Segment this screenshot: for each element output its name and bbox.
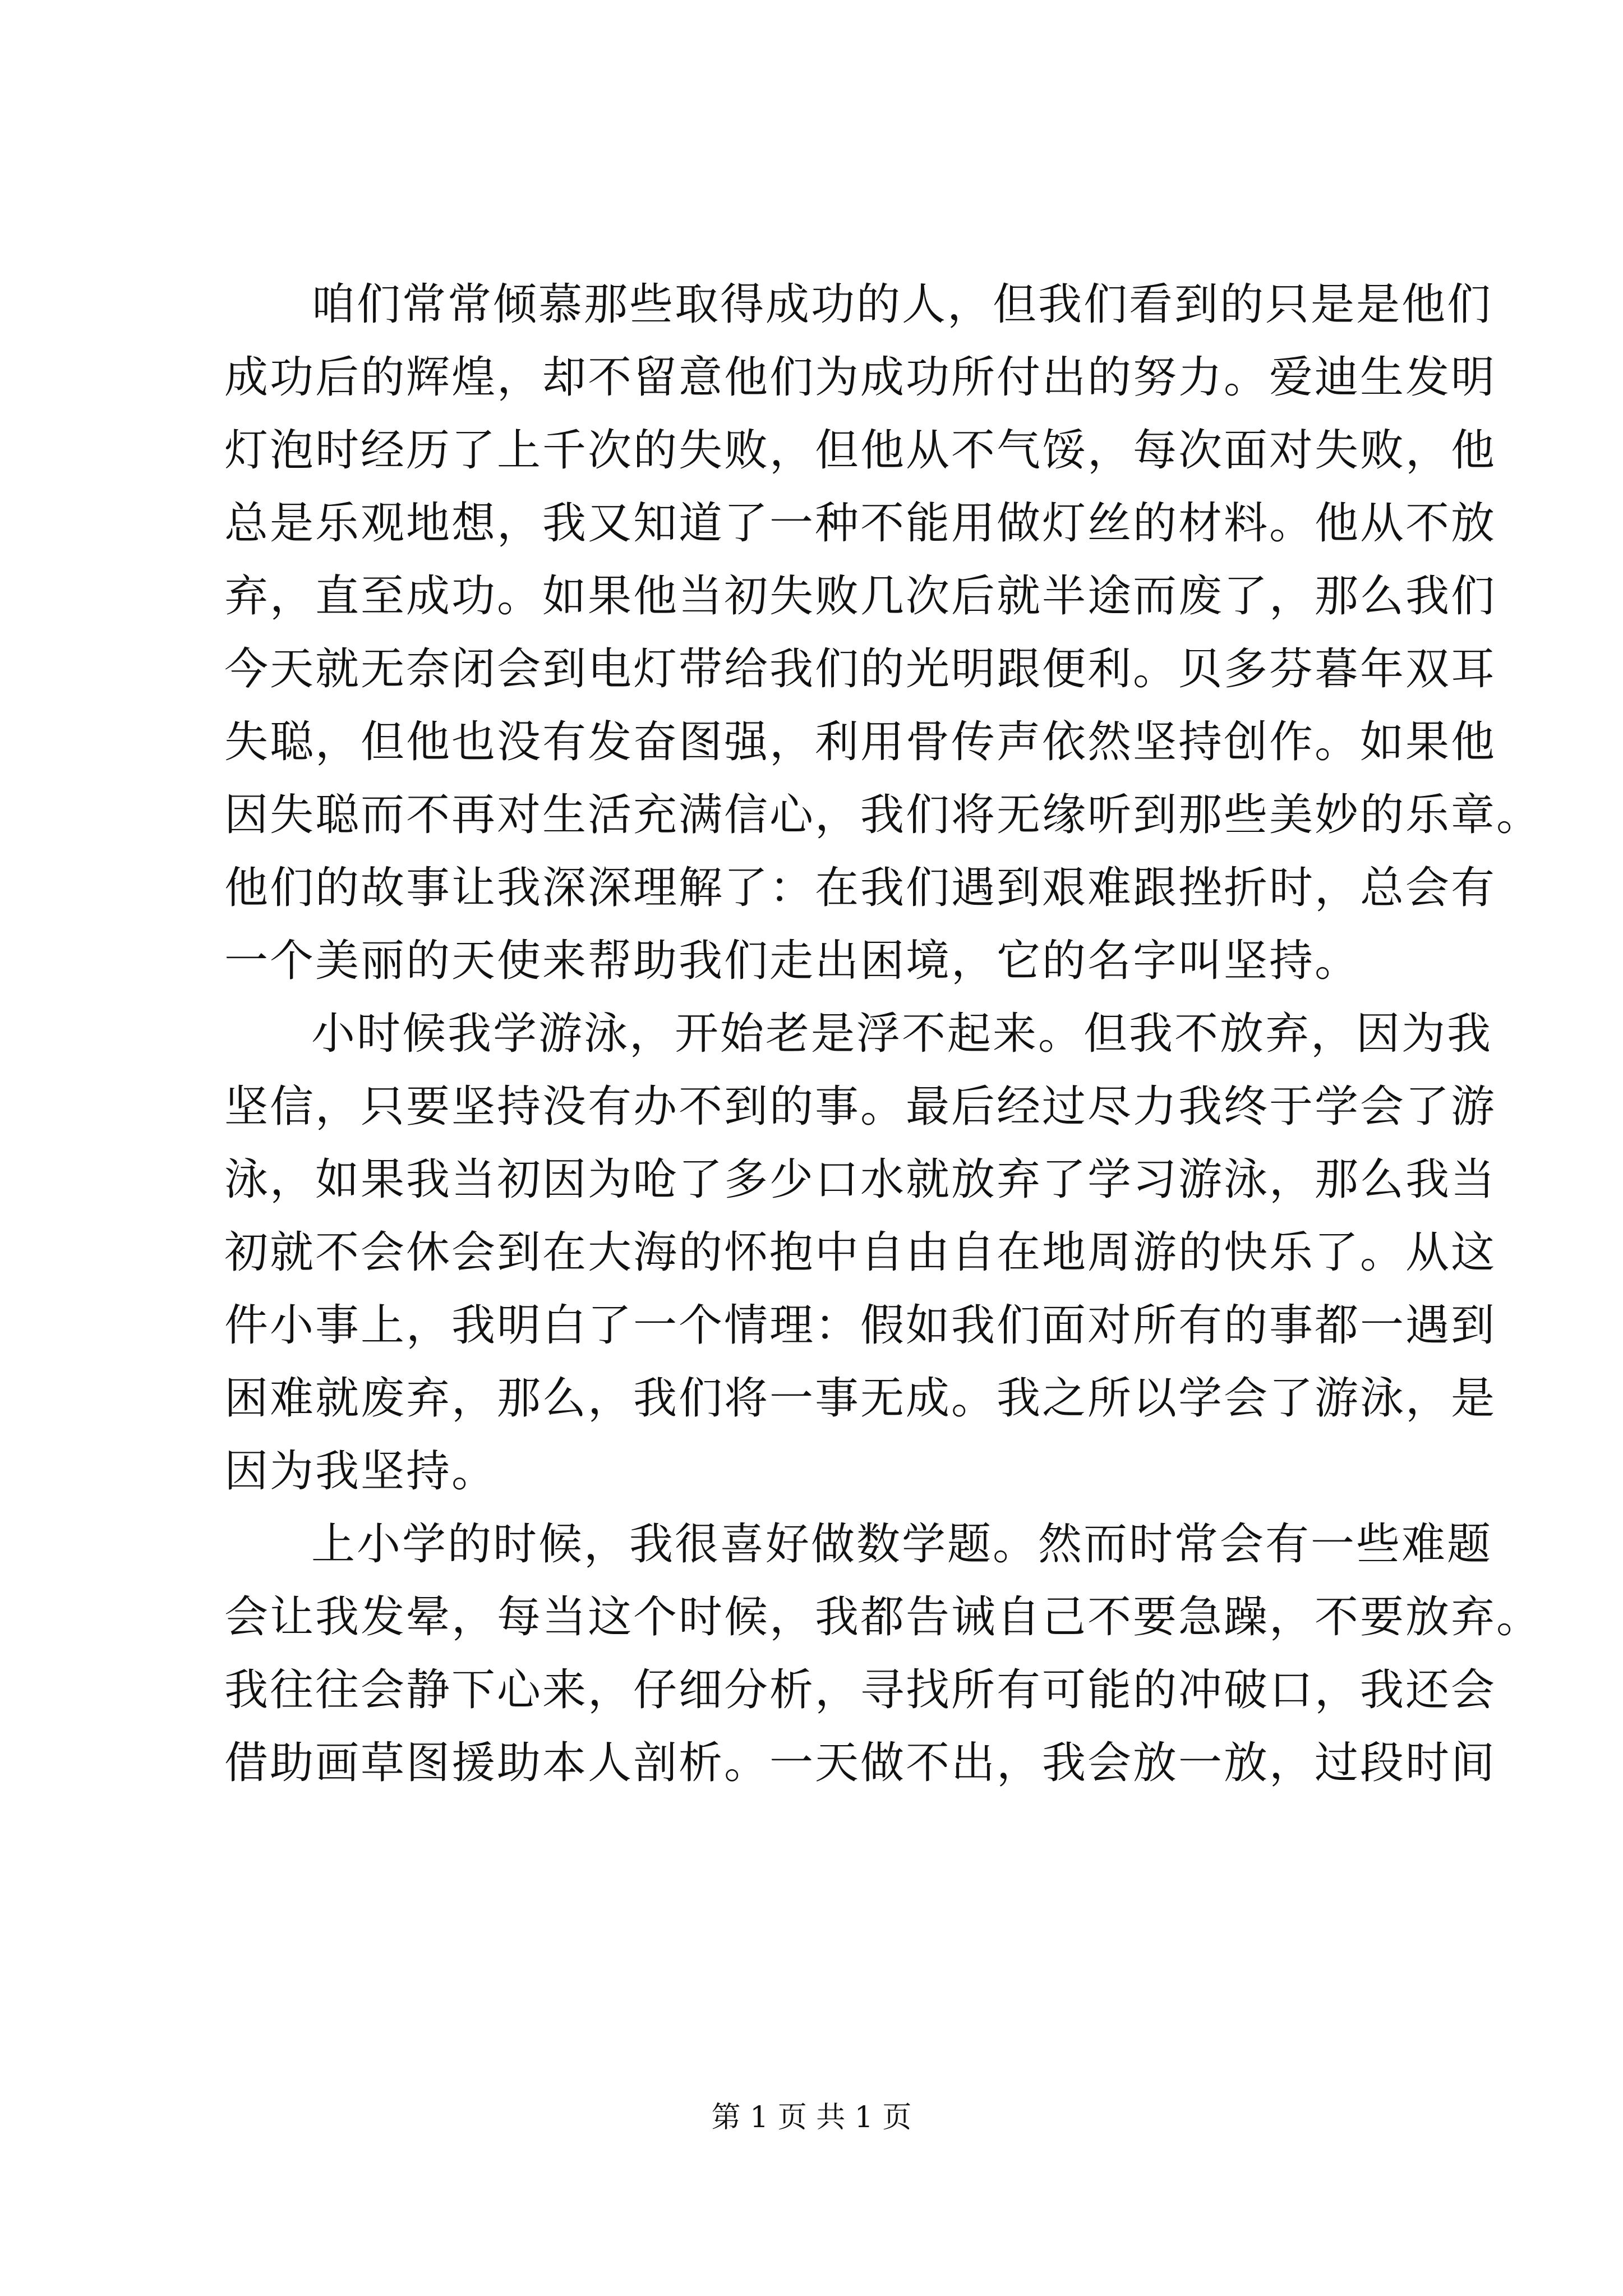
paragraph-3-line-3: 我往往会静下心来，仔细分析，寻找所有可能的冲破口，我还会 bbox=[224, 1665, 1497, 1715]
paragraph-1-line-2: 成功后的辉煌，却不留意他们为成功所付出的努力。爱迪生发明 bbox=[224, 352, 1497, 403]
paragraph-1-line-7: 失聪，但他也没有发奋图强，利用骨传声依然坚持创作。如果他 bbox=[224, 717, 1497, 767]
paragraph-2-line-1: 小时候我学游泳，开始老是浮不起来。但我不放弃，因为我 bbox=[311, 1009, 1493, 1059]
paragraph-1-line-5: 弃，直至成功。如果他当初失败几次后就半途而废了，那么我们 bbox=[224, 571, 1497, 622]
paragraph-2-line-6: 困难就废弃，那么，我们将一事无成。我之所以学会了游泳，是 bbox=[224, 1373, 1497, 1424]
paragraph-1-line-4: 总是乐观地想，我又知道了一种不能用做灯丝的材料。他从不放 bbox=[224, 498, 1497, 549]
paragraph-1-line-9: 他们的故事让我深深理解了：在我们遇到艰难跟挫折时，总会有 bbox=[224, 863, 1497, 913]
paragraph-2-line-4: 初就不会休会到在大海的怀抱中自由自在地周游的快乐了。从这 bbox=[224, 1227, 1497, 1278]
paragraph-2-line-3: 泳，如果我当初因为呛了多少口水就放弃了学习游泳，那么我当 bbox=[224, 1154, 1497, 1205]
paragraph-1-line-8: 因失聪而不再对生活充满信心，我们将无缘听到那些美妙的乐章。 bbox=[224, 790, 1542, 840]
paragraph-3-line-1: 上小学的时候，我很喜好做数学题。然而时常会有一些难题 bbox=[311, 1519, 1493, 1570]
paragraph-1-line-6: 今天就无奈闭会到电灯带给我们的光明跟便利。贝多芬暮年双耳 bbox=[224, 644, 1497, 694]
page-number-footer: 第 1 页 共 1 页 bbox=[711, 2101, 912, 2134]
paragraph-1-line-1: 咱们常常倾慕那些取得成功的人，但我们看到的只是是他们 bbox=[311, 279, 1493, 330]
paragraph-2-line-7: 因为我坚持。 bbox=[224, 1446, 497, 1497]
paragraph-1-line-10: 一个美丽的天使来帮助我们走出困境，它的名字叫坚持。 bbox=[224, 936, 1361, 986]
paragraph-3-line-4: 借助画草图援助本人剖析。一天做不出，我会放一放，过段时间 bbox=[224, 1738, 1497, 1788]
paragraph-2-line-5: 件小事上，我明白了一个情理：假如我们面对所有的事都一遇到 bbox=[224, 1300, 1497, 1351]
paragraph-2-line-2: 坚信，只要坚持没有办不到的事。最后经过尽力我终于学会了游 bbox=[224, 1082, 1497, 1132]
paragraph-1-line-3: 灯泡时经历了上千次的失败，但他从不气馁，每次面对失败，他 bbox=[224, 425, 1497, 476]
paragraph-3-line-2: 会让我发晕，每当这个时候，我都告诫自己不要急躁，不要放弃。 bbox=[224, 1592, 1542, 1642]
